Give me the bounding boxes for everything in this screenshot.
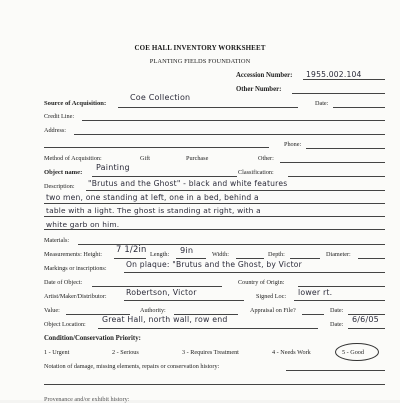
source-of-acquisition-label: Source of Acquisition: bbox=[44, 100, 107, 107]
other-number-label: Other Number: bbox=[236, 86, 282, 93]
signed-loc-line bbox=[294, 300, 385, 301]
provenance-label-partial: Provenance and/or exhibit history: bbox=[44, 396, 130, 403]
signed-loc-value[interactable]: lower rt. bbox=[298, 288, 333, 297]
materials-label: Materials: bbox=[44, 237, 70, 244]
condition-option-3[interactable]: 3 - Requires Treatment bbox=[182, 349, 239, 356]
object-name-value[interactable]: Painting bbox=[96, 163, 130, 172]
description-text-3[interactable]: table with a light. The ghost is standing at right, with a bbox=[46, 206, 261, 215]
measurements-label: Measurements: Height: bbox=[44, 251, 102, 258]
markings-label: Markings or inscriptions: bbox=[44, 265, 107, 272]
other-number-line[interactable] bbox=[292, 93, 385, 94]
diameter-line[interactable] bbox=[358, 258, 385, 259]
artist-line bbox=[124, 300, 244, 301]
date-of-object-line[interactable] bbox=[92, 286, 222, 287]
accession-number-line bbox=[303, 79, 385, 80]
markings-value[interactable]: On plaque: "Brutus and the Ghost, by Victor bbox=[126, 260, 302, 269]
diameter-label: Diameter: bbox=[326, 251, 351, 258]
value-label: Value: bbox=[44, 307, 60, 314]
notation-line-2[interactable] bbox=[44, 384, 385, 385]
condition-option-1[interactable]: 1 - Urgent bbox=[44, 349, 70, 356]
condition-option-5[interactable]: 5 - Good bbox=[342, 349, 364, 356]
classification-label: Classification: bbox=[238, 169, 274, 176]
worksheet-subtitle: PLANTING FIELDS FOUNDATION bbox=[149, 58, 251, 65]
description-line-4 bbox=[44, 229, 385, 230]
phone-line[interactable] bbox=[306, 148, 385, 149]
credit-line-line[interactable] bbox=[82, 120, 385, 121]
authority-label: Authority: bbox=[140, 307, 166, 314]
artist-value[interactable]: Robertson, Victor bbox=[126, 288, 197, 297]
method-other-label: Other: bbox=[258, 155, 274, 162]
appraisal-date-label: Date: bbox=[330, 307, 344, 314]
source-date-label: Date: bbox=[315, 100, 329, 107]
condition-title: Condition/Conservation Priority: bbox=[44, 335, 141, 342]
object-location-line bbox=[98, 328, 318, 329]
depth-label: Depth: bbox=[268, 251, 285, 258]
location-date-label: Date: bbox=[330, 321, 344, 328]
condition-option-4[interactable]: 4 - Needs Work bbox=[272, 349, 311, 356]
method-gift-option[interactable]: Gift bbox=[140, 155, 150, 162]
height-line bbox=[114, 258, 146, 259]
address-label: Address: bbox=[44, 127, 66, 134]
method-other-line[interactable] bbox=[280, 162, 385, 163]
description-label: Description: bbox=[44, 183, 75, 190]
address-line-1[interactable] bbox=[74, 134, 385, 135]
description-line-2 bbox=[44, 203, 385, 204]
date-of-object-label: Date of Object: bbox=[44, 279, 83, 286]
location-date-line bbox=[348, 328, 385, 329]
length-line bbox=[176, 258, 206, 259]
height-value[interactable]: 7 1/2in bbox=[116, 244, 147, 254]
accession-number-value[interactable]: 1955.002.104 bbox=[306, 70, 362, 79]
artist-label: Artist/Maker/Distributor: bbox=[44, 293, 107, 300]
source-of-acquisition-line bbox=[118, 107, 298, 108]
condition-selected-circle bbox=[335, 343, 379, 361]
source-of-acquisition-value[interactable]: Coe Collection bbox=[130, 93, 191, 102]
length-label: Length: bbox=[150, 251, 170, 258]
object-location-label: Object Location: bbox=[44, 321, 86, 328]
country-of-origin-label: Country of Origin: bbox=[238, 279, 285, 286]
description-line-3 bbox=[44, 216, 385, 217]
address-line-2[interactable] bbox=[44, 147, 269, 148]
length-value[interactable]: 9in bbox=[180, 245, 194, 255]
worksheet-title: COE HALL INVENTORY WORKSHEET bbox=[134, 44, 266, 52]
country-of-origin-line[interactable] bbox=[298, 286, 385, 287]
object-name-label: Object name: bbox=[44, 169, 83, 176]
width-line[interactable] bbox=[236, 258, 264, 259]
method-of-acquisition-label: Method of Acquisition: bbox=[44, 155, 102, 162]
signed-loc-label: Signed Loc: bbox=[256, 293, 287, 300]
phone-label: Phone: bbox=[284, 141, 302, 148]
object-location-value[interactable]: Great Hall, north wall, row end bbox=[102, 315, 228, 324]
description-line-1 bbox=[86, 190, 385, 191]
description-text-4[interactable]: white garb on him. bbox=[46, 220, 120, 229]
description-text-1[interactable]: "Brutus and the Ghost" - black and white features bbox=[88, 179, 288, 188]
depth-line[interactable] bbox=[290, 258, 320, 259]
markings-line bbox=[124, 272, 385, 273]
description-text-2[interactable]: two men, one standing at left, one in a bed, behind a bbox=[46, 193, 259, 202]
source-date-line[interactable] bbox=[333, 107, 385, 108]
width-label: Width: bbox=[212, 251, 229, 258]
method-purchase-option[interactable]: Purchase bbox=[186, 155, 209, 162]
credit-line-label: Credit Line: bbox=[44, 113, 75, 120]
notation-label: Notation of damage, missing elements, repairs or conservation history: bbox=[44, 363, 220, 370]
classification-line[interactable] bbox=[288, 176, 385, 177]
condition-option-2[interactable]: 2 - Serious bbox=[112, 349, 139, 356]
appraisal-label: Appraisal on File? bbox=[250, 307, 296, 314]
location-date-value[interactable]: 6/6/05 bbox=[352, 315, 379, 324]
object-name-line bbox=[92, 176, 237, 177]
appraisal-line[interactable] bbox=[302, 314, 324, 315]
accession-number-label: Accession Number: bbox=[236, 72, 293, 79]
notation-line-1[interactable] bbox=[286, 370, 385, 371]
